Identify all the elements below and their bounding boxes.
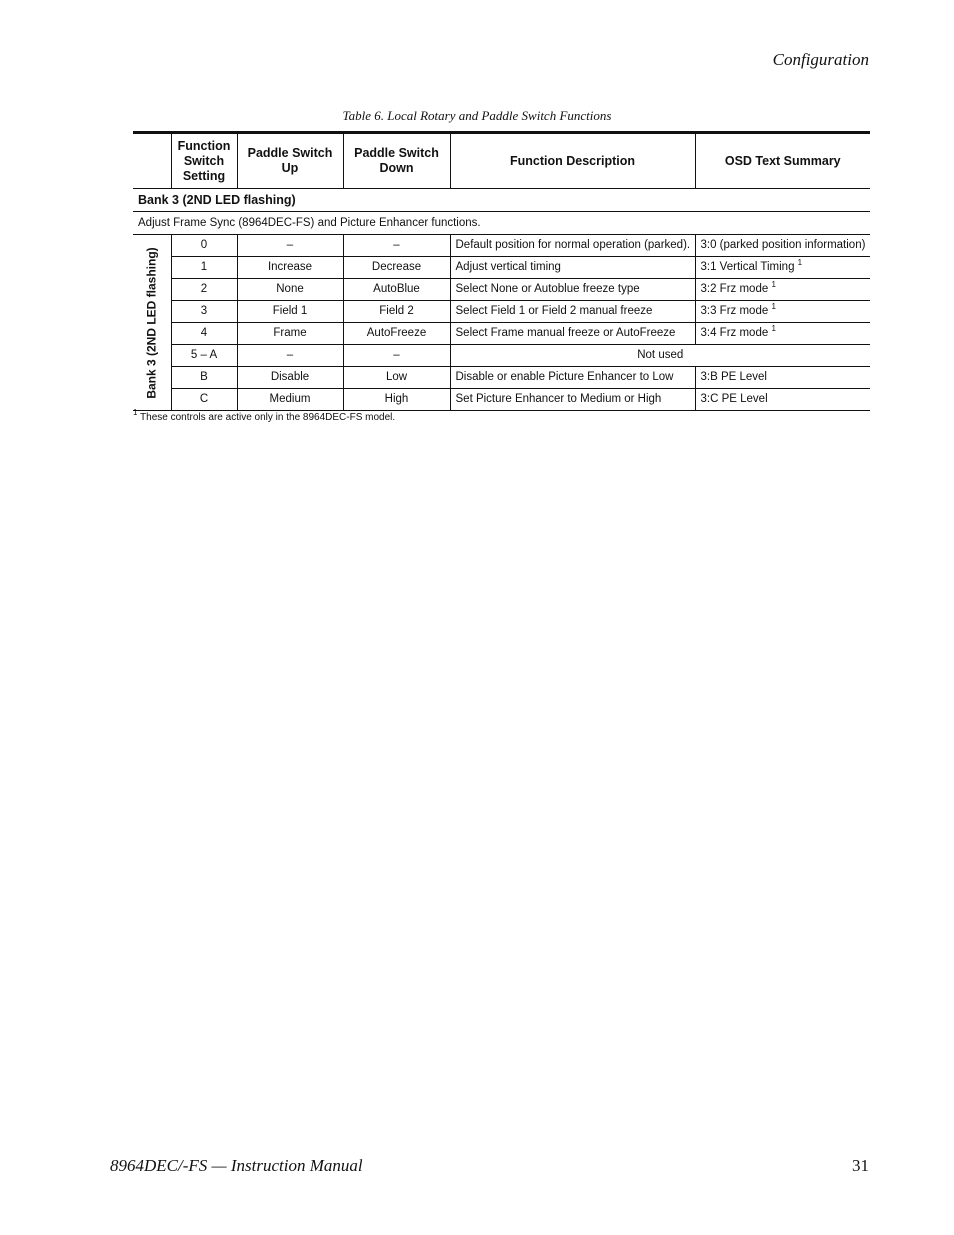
- bank-title-row: [133, 189, 870, 212]
- cell-paddle-up: Medium: [237, 389, 343, 411]
- cell-setting: 3: [171, 301, 237, 323]
- cell-description: Select None or Autoblue freeze type: [450, 279, 695, 301]
- bank-description-row: [133, 212, 870, 235]
- cell-description: Select Frame manual freeze or AutoFreeze: [450, 323, 695, 345]
- table-row: [133, 235, 870, 257]
- footnote-ref: 1: [797, 258, 803, 267]
- header-paddle-switch-up: Paddle Switch Up: [237, 133, 343, 189]
- cell-paddle-down: –: [343, 345, 450, 367]
- cell-osd: 3:C PE Level: [695, 389, 870, 411]
- cell-osd-text: 3:1 Vertical Timing: [700, 261, 798, 273]
- cell-setting: 1: [171, 257, 237, 279]
- cell-paddle-up: Increase: [237, 257, 343, 279]
- cell-paddle-up: Field 1: [237, 301, 343, 323]
- cell-paddle-up: Disable: [237, 367, 343, 389]
- cell-setting: 0: [171, 235, 237, 257]
- cell-paddle-up: –: [237, 235, 343, 257]
- table-row: [133, 367, 870, 389]
- cell-setting: 4: [171, 323, 237, 345]
- footnote-ref: 1: [771, 324, 776, 333]
- cell-description: Set Picture Enhancer to Medium or High: [450, 389, 695, 411]
- bank-side-label: Bank 3 (2ND LED flashing): [144, 246, 159, 399]
- cell-paddle-down: Decrease: [343, 257, 450, 279]
- cell-paddle-up: –: [237, 345, 343, 367]
- cell-osd: 3:B PE Level: [695, 367, 870, 389]
- switch-functions-table: [133, 131, 870, 411]
- header-empty-cell: [133, 133, 171, 189]
- footnote-ref: 1: [771, 280, 776, 289]
- table-row: [133, 301, 870, 323]
- table-footnote: [133, 408, 870, 423]
- cell-osd: [695, 301, 870, 323]
- table-header-row: [133, 133, 870, 189]
- header-function-description: Function Description: [450, 133, 695, 189]
- cell-description: Default position for normal operation (parked).: [450, 235, 695, 257]
- table-row: [133, 345, 870, 367]
- cell-paddle-down: High: [343, 389, 450, 411]
- table-row: [133, 323, 870, 345]
- footnote-text: These controls are active only in the 8964DEC-FS model.: [137, 412, 396, 423]
- table-caption: Table 6. Local Rotary and Paddle Switch Functions: [342, 108, 612, 123]
- running-head: Configuration: [772, 50, 869, 69]
- cell-osd: [695, 235, 870, 257]
- cell-paddle-down: AutoFreeze: [343, 323, 450, 345]
- header-paddle-switch-down: Paddle Switch Down: [343, 133, 450, 189]
- footnote-mark: 1: [133, 408, 138, 417]
- cell-setting: 5 – A: [171, 345, 237, 367]
- bank-title: Bank 3 (2ND LED flashing): [133, 189, 870, 212]
- cell-osd: [695, 279, 870, 301]
- header-osd-text-summary: OSD Text Summary: [695, 133, 870, 189]
- cell-osd: [695, 257, 870, 279]
- bank-description: Adjust Frame Sync (8964DEC-FS) and Picture Enhancer functions.: [133, 212, 870, 235]
- cell-description: Disable or enable Picture Enhancer to Low: [450, 367, 695, 389]
- header-function-switch-setting: Function Switch Setting: [171, 133, 237, 189]
- footnote-ref: 1: [771, 302, 776, 311]
- cell-setting: B: [171, 367, 237, 389]
- cell-paddle-down: –: [343, 235, 450, 257]
- table-row: [133, 257, 870, 279]
- cell-not-used: Not used: [450, 345, 870, 367]
- switch-functions-table-wrapper: [133, 131, 870, 423]
- cell-setting: 2: [171, 279, 237, 301]
- table-row: [133, 279, 870, 301]
- cell-paddle-down: Field 2: [343, 301, 450, 323]
- cell-paddle-down: Low: [343, 367, 450, 389]
- footer-manual-title: 8964DEC/-FS — Instruction Manual: [110, 1156, 363, 1175]
- cell-description: Select Field 1 or Field 2 manual freeze: [450, 301, 695, 323]
- page-number: 31: [852, 1156, 869, 1175]
- cell-description: Adjust vertical timing: [450, 257, 695, 279]
- cell-osd: [695, 323, 870, 345]
- bank-side-label-cell: [133, 235, 171, 411]
- cell-paddle-up: None: [237, 279, 343, 301]
- cell-osd-text: 3:2 Frz mode: [700, 283, 772, 295]
- cell-paddle-down: AutoBlue: [343, 279, 450, 301]
- cell-osd-text: 3:4 Frz mode: [700, 327, 772, 339]
- cell-setting: C: [171, 389, 237, 411]
- cell-osd-text: 3:0 (parked position information): [700, 239, 866, 251]
- cell-osd-text: 3:3 Frz mode: [700, 305, 772, 317]
- table-row: [133, 389, 870, 411]
- cell-paddle-up: Frame: [237, 323, 343, 345]
